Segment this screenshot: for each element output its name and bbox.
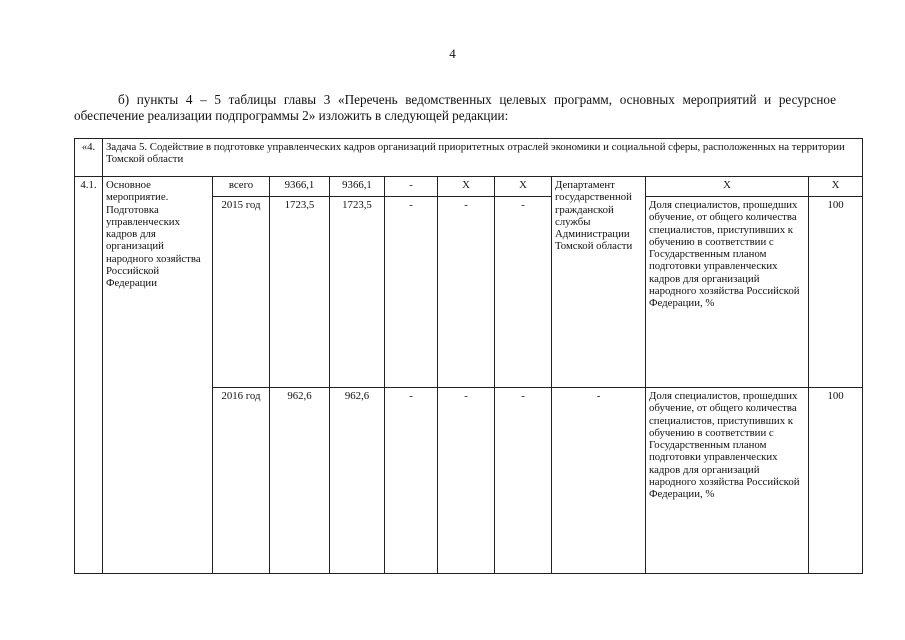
programs-table — [74, 138, 863, 574]
indicator-value-cell: X — [809, 177, 863, 197]
task-row — [75, 139, 863, 177]
item-name: Основное мероприятие. Подготовка управленческих кадров для организаций народного хозяйства Российской Федерации — [103, 177, 213, 574]
page-number: 4 — [449, 46, 456, 61]
indicator-value-cell: 100 — [809, 197, 863, 388]
amount-cell: - — [495, 197, 552, 388]
amount-cell: - — [385, 177, 438, 197]
total-cell: 1723,5 — [270, 197, 330, 388]
amount-cell: - — [385, 388, 438, 574]
amount-cell: - — [385, 197, 438, 388]
period-cell: 2015 год — [213, 197, 270, 388]
indicator-cell: X — [646, 177, 809, 197]
amount-cell: - — [438, 197, 495, 388]
task-number: «4. — [75, 139, 103, 177]
intro-paragraph: б) пункты 4 – 5 таблицы главы 3 «Перечень ведомственных целевых программ, основных мероприятий и ресурсное обеспечение реализации подпрограммы 2» изложить в следующей редакции: — [74, 92, 836, 123]
table-row — [75, 177, 863, 197]
indicator-value-cell: 100 — [809, 388, 863, 574]
indicator-cell: Доля специалистов, прошедших обучение, от общего количества специалистов, приступивших к обучению в соответствии с Государственным планом подготовки управленческих кадров для организаций народного хозяйства Российской Федерации, % — [646, 388, 809, 574]
amount-cell: X — [495, 177, 552, 197]
executor-cell: Департамент государственной гражданской службы Администрации Томской области — [552, 177, 646, 388]
task-text: Задача 5. Содействие в подготовке управленческих кадров организаций приоритетных отраслей экономики и социальной сферы, расположенных на территории Томской области — [103, 139, 863, 177]
indicator-cell: Доля специалистов, прошедших обучение, от общего количества специалистов, приступивших к обучению в соответствии с Государственным планом подготовки управленческих кадров для организаций народного хозяйства Российской Федерации, % — [646, 197, 809, 388]
amount-cell: - — [438, 388, 495, 574]
executor-cell: - — [552, 388, 646, 574]
amount-cell: X — [438, 177, 495, 197]
amount-cell: 1723,5 — [330, 197, 385, 388]
amount-cell: 9366,1 — [330, 177, 385, 197]
item-number: 4.1. — [75, 177, 103, 574]
amount-cell: 962,6 — [330, 388, 385, 574]
total-cell: 962,6 — [270, 388, 330, 574]
period-cell: 2016 год — [213, 388, 270, 574]
period-cell: всего — [213, 177, 270, 197]
amount-cell: - — [495, 388, 552, 574]
total-cell: 9366,1 — [270, 177, 330, 197]
